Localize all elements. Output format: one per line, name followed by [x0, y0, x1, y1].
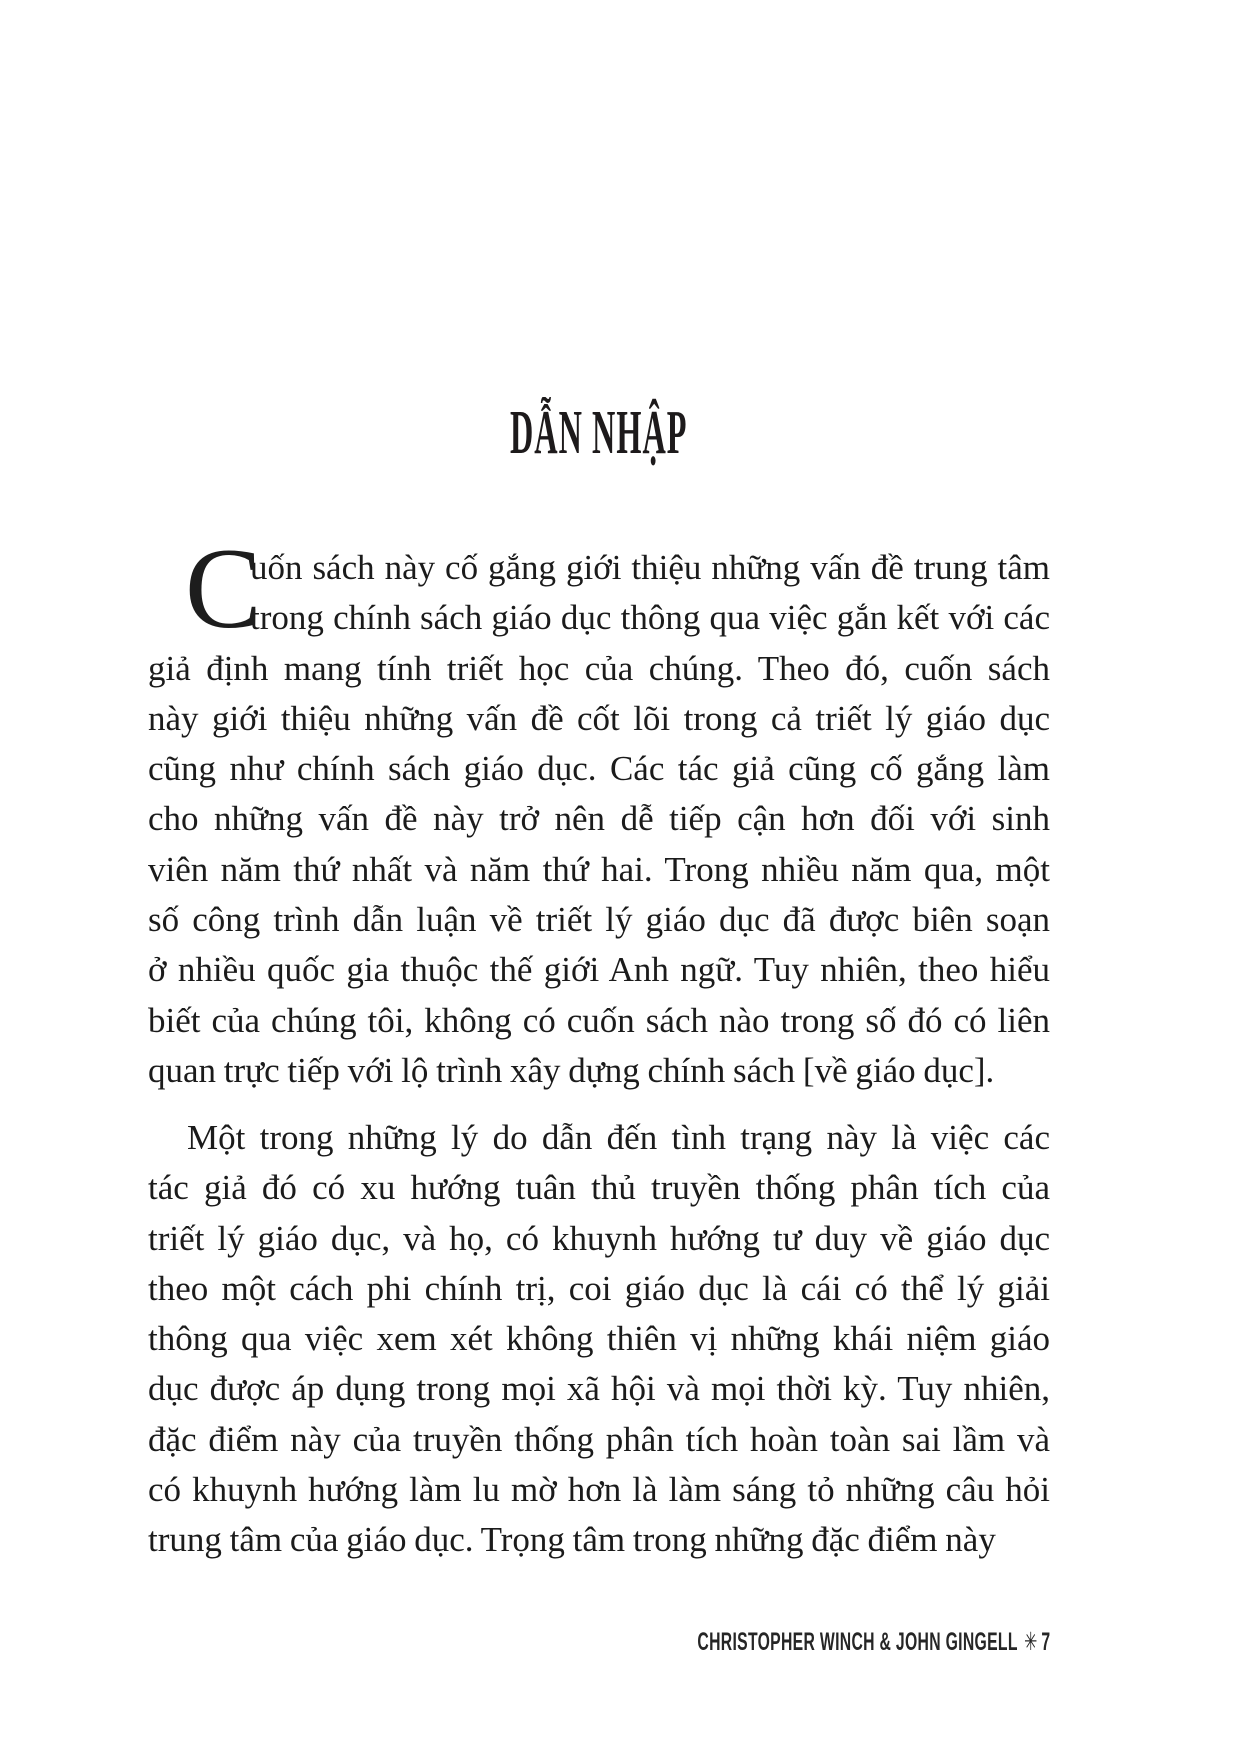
- running-footer: [697, 1629, 1050, 1655]
- footer-authors: CHRISTOPHER WINCH & JOHN GINGELL: [696, 1628, 1018, 1656]
- text-line: đặc điểm này của truyền thống phân tích hoàn toàn sai lầm và: [148, 1419, 1050, 1459]
- text-line: viên năm thứ nhất và năm thứ hai. Trong nhiều năm qua, một: [148, 849, 1050, 889]
- chapter-title-text: DẪN NHẬP: [510, 399, 688, 467]
- text-line: trong chính sách giáo dục thông qua việc gắn kết với các: [250, 598, 1050, 638]
- footer-separator-icon: ✳: [1023, 1628, 1038, 1656]
- text-line: biết của chúng tôi, không có cuốn sách nào trong số đó có liên: [148, 1000, 1050, 1040]
- text-line: uốn sách này cố gắng giới thiệu những vấn đề trung tâm: [250, 548, 1050, 587]
- text-line: ở nhiều quốc gia thuộc thế giới Anh ngữ. Tuy nhiên, theo hiểu: [148, 950, 1050, 990]
- paragraph-2: [148, 1113, 1050, 1566]
- text-line: theo một cách phi chính trị, coi giáo dục là cái có thể lý giải: [148, 1268, 1050, 1308]
- text-line: trung tâm của giáo dục. Trọng tâm trong những đặc điểm này: [148, 1520, 996, 1560]
- text-line: có khuynh hướng làm lu mờ hơn là làm sáng tỏ những câu hỏi: [148, 1470, 1050, 1510]
- text-line: này giới thiệu những vấn đề cốt lõi trong cả triết lý giáo dục: [148, 698, 1050, 738]
- text-line: dục được áp dụng trong mọi xã hội và mọi thời kỳ. Tuy nhiên,: [148, 1369, 1050, 1409]
- dropcap-letter: C: [185, 525, 262, 652]
- text-line: cũng như chính sách giáo dục. Các tác giả cũng cố gắng làm: [148, 749, 1050, 789]
- page-footer: [148, 1629, 1050, 1655]
- text-line: tác giả đó có xu hướng tuân thủ truyền thống phân tích của: [148, 1168, 1050, 1208]
- paragraph-1-lines: [148, 543, 1050, 1096]
- footer-page-number: 7: [1040, 1628, 1050, 1656]
- text-line: thông qua việc xem xét không thiên vị những khái niệm giáo: [148, 1319, 1050, 1359]
- text-line: số công trình dẫn luận về triết lý giáo dục đã được biên soạn: [148, 900, 1050, 940]
- paragraph-1: [148, 525, 1050, 1096]
- text-line: Một trong những lý do dẫn đến tình trạng này là việc các: [187, 1118, 1050, 1157]
- text-line: quan trực tiếp với lộ trình xây dựng chính sách [về giáo dục].: [148, 1050, 995, 1090]
- chapter-title: [148, 399, 1050, 467]
- paragraph-2-lines: [148, 1113, 1050, 1566]
- text-line: cho những vấn đề này trở nên dễ tiếp cận hơn đối với sinh: [148, 799, 1050, 839]
- text-line: triết lý giáo dục, và họ, có khuynh hướng tư duy về giáo dục: [148, 1218, 1050, 1258]
- text-line: giả định mang tính triết học của chúng. Theo đó, cuốn sách: [148, 648, 1050, 688]
